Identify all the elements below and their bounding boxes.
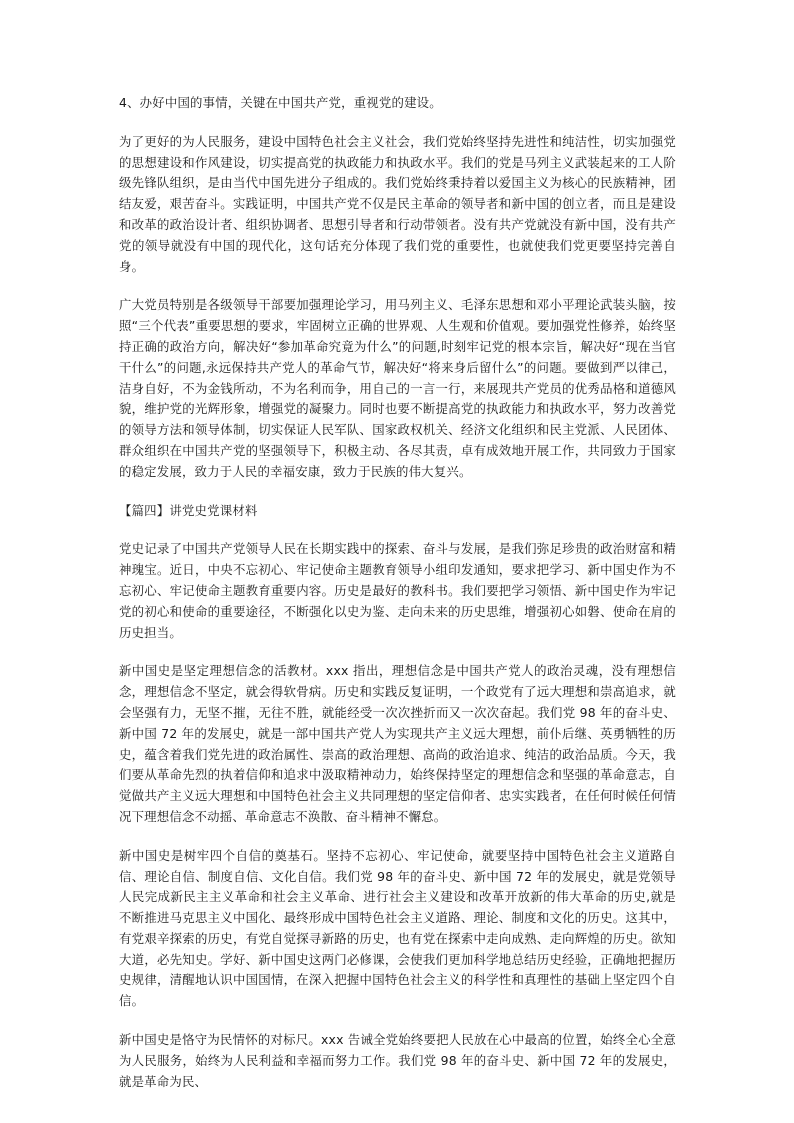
paragraph: 党史记录了中国共产党领导人民在长期实践中的探索、奋斗与发展，是我们弥足珍贵的政治财富和精神瑰宝。近日，中央不忘初心、牢记使命主题教育领导小组印发通知，要求把学习、新中国史作为不忘初心、牢记使命主题教育重要内容。历史是最好的教科书。我们要把学习领悟、新中国史作为牢记党的初心和使命的重要途径，不断强化以史为鉴、走向未来的历史思维，增强初心如磐、使命在肩的历史担当。 <box>119 541 676 640</box>
document-page <box>119 93 676 1110</box>
paragraph: 新中国史是恪守为民情怀的对标尺。xxx 告诫全党始终要把人民放在心中最高的位置，始终全心全意为人民服务，始终为人民利益和幸福而努力工作。我们党 98 年的奋斗史、新中国 72 年的发展史，就是革命为民、 <box>119 1032 676 1089</box>
paragraph: 新中国史是坚定理想信念的活教材。xxx 指出，理想信念是中国共产党人的政治灵魂，没有理想信念，理想信念不坚定，就会得软骨病。历史和实践反复证明，一个政党有了远大理想和崇高追求，就会坚强有力，无坚不摧，无往不胜，就能经受一次次挫折而又一次次奋起。我们党 98 年的奋斗史、新中国 72 年的发展史，就是一部中国共产党人为实现共产主义远大理想，前仆后继、英勇牺牲的历史，蕴含着我们党先进的政治属性、崇高的政治理想、高尚的政治追求、纯洁的政治品质。今天，我们要从革命先烈的执着信仰和追求中汲取精神动力，始终保持坚定的理想信念和坚强的革命意志，自觉做共产主义远大理想和中国特色社会主义共同理想的坚定信仰者、忠实实践者，在任何时候任何情况下理想信念不动摇、革命意志不涣散、奋斗精神不懈怠。 <box>119 663 676 824</box>
paragraph: 新中国史是树牢四个自信的奠基石。坚持不忘初心、牢记使命，就要坚持中国特色社会主义道路自信、理论自信、制度自信、文化自信。我们党 98 年的奋斗史、新中国 72 年的发展史，就是党领导人民完成新民主主义革命和社会主义革命、进行社会主义建设和改革开放新的伟大革命的历史,就是不断推进马克思主义中国化、最终形成中国特色社会主义道路、理论、制度和文化的历史。这其中，有党艰辛探索的历史，有党自觉探寻新路的历史，也有党在探索中走向成熟、走向辉煌的历史。欲知大道，必先知史。学好、新中国史这两门必修课，会使我们更加科学地总结历史经验，正确地把握历史规律，清醒地认识中国国情，在深入把握中国特色社会主义的科学性和真理性的基础上坚定四个自信。 <box>119 847 676 1009</box>
section-heading-4: 4、办好中国的事情，关键在中国共产党，重视党的建设。 <box>119 95 442 110</box>
paragraph: 为了更好的为人民服务，建设中国特色社会主义社会，我们党始终坚持先进性和纯洁性，切实加强党的思想建设和作风建设，切实提高党的执政能力和执政水平。我们的党是马列主义武装起来的工人阶级先锋队组织，是由当代中国先进分子组成的。我们党始终秉持着以爱国主义为核心的民族精神，团结友爱，艰苦奋斗。实践证明，中国共产党不仅是民主革命的领导者和新中国的创立者，而且是建设和改革的政治设计者、组织协调者、思想引导者和行动带领者。没有共产党就没有新中国，没有共产党的领导就没有中国的现代化，这句话充分体现了我们党的重要性，也就使我们党更要坚持完善自身。 <box>119 133 676 274</box>
section-title-pian-si: 【篇四】讲党史党课材料 <box>119 502 258 518</box>
paragraph: 广大党员特别是各级领导干部要加强理论学习，用马列主义、毛泽东思想和邓小平理论武装头脑，按照“三个代表”重要思想的要求，牢固树立正确的世界观、人生观和价值观。要加强党性修养，始终坚持正确的政治方向，解决好“参加革命究竟为什么”的问题,时刻牢记党的根本宗旨，解决好“现在当官干什么”的问题,永远保持共产党人的革命气节，解决好“将来身后留什么”的问题。要做到严以律己，洁身自好，不为金钱所动，不为名利而争，用自己的一言一行，来展现共产党员的优秀品格和道德风貌，维护党的光辉形象，增强党的凝聚力。同时也要不断提高党的执政能力和执政水平，努力改善党的领导方法和领导体制，切实保证人民军队、国家政权机关、经济文化组织和民主党派、人民团体、群众组织在中国共产党的坚强领导下，积极主动、各尽其责，卓有成效地开展工作，共同致力于国家的稳定发展，致力于人民的幸福安康，致力于民族的伟大复兴。 <box>119 297 676 479</box>
